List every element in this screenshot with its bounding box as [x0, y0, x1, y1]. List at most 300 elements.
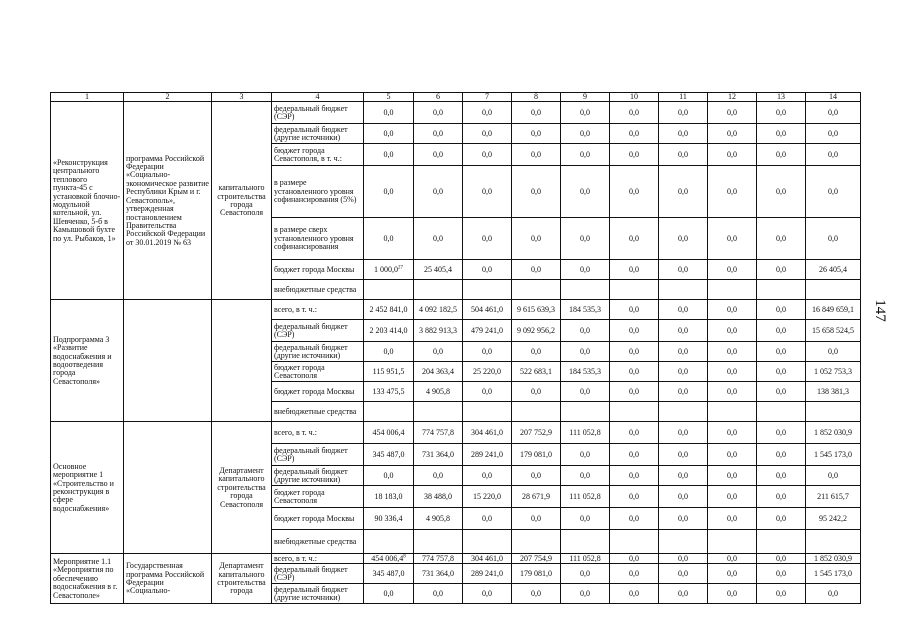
funding-source: внебюджетные средства: [272, 530, 364, 554]
value-text: 0,0: [383, 107, 394, 117]
value-text: 345 487,0: [372, 449, 405, 459]
value-cell: [414, 280, 463, 300]
value-cell: [806, 508, 861, 530]
value-cell: [659, 564, 708, 584]
value-cell: [414, 124, 463, 144]
funding-source: бюджет города Москвы: [272, 260, 364, 280]
value-cell: [463, 530, 512, 554]
value-text: 0,0: [482, 588, 492, 598]
funding-source: всего, в т. ч.:: [272, 554, 364, 564]
value-cell: [757, 166, 806, 218]
value-cell: [414, 382, 463, 402]
value-text: 0,0: [727, 233, 737, 243]
value-cell: [708, 320, 757, 342]
value-cell: [806, 466, 861, 486]
value-text: 90 336,4: [374, 513, 403, 523]
value-text: 111 052,8: [569, 553, 601, 563]
value-cell: [512, 530, 561, 554]
value-text: 289 241,0: [471, 449, 503, 459]
value-cell: [757, 530, 806, 554]
column-number: 9: [561, 93, 610, 102]
value-text: 25 220,0: [473, 366, 501, 376]
value-cell: [610, 444, 659, 466]
value-cell: [561, 320, 610, 342]
value-cell: [463, 486, 512, 508]
value-text: 0,0: [678, 366, 688, 376]
value-text: 0,0: [678, 386, 688, 396]
value-cell: [806, 144, 861, 166]
value-text: 95 242,2: [819, 513, 847, 523]
value-cell: [610, 530, 659, 554]
value-cell: [806, 362, 861, 382]
value-cell: [708, 382, 757, 402]
value-cell: [463, 554, 512, 564]
value-cell: [463, 144, 512, 166]
value-cell: [463, 362, 512, 382]
funding-source: бюджет города Севастополя: [272, 362, 364, 382]
value-cell: [512, 554, 561, 564]
funding-source: бюджет города Севастополя: [272, 486, 364, 508]
column-number: 13: [757, 93, 806, 102]
value-text: 0,0: [727, 128, 737, 138]
value-cell: [364, 342, 414, 362]
value-text: 0,0: [678, 107, 688, 117]
value-text: 0,0: [776, 588, 786, 598]
value-cell: [757, 260, 806, 280]
value-text: 0,0: [629, 107, 639, 117]
value-text: 0,0: [776, 386, 786, 396]
value-text: 0,0: [727, 366, 737, 376]
value-cell: [561, 444, 610, 466]
value-cell: [610, 218, 659, 260]
value-text: 26 405,4: [819, 264, 847, 274]
funding-source: всего, в т. ч.:: [272, 300, 364, 320]
value-text: 304 461,0: [471, 427, 503, 437]
value-cell: [561, 402, 610, 422]
value-cell: [414, 300, 463, 320]
value-text: 2 203 414,0: [369, 325, 408, 335]
value-cell: [512, 486, 561, 508]
value-text: 0,0: [727, 107, 737, 117]
value-text: 0,0: [580, 470, 590, 480]
value-text: 0,0: [629, 186, 639, 196]
value-cell: [659, 422, 708, 444]
value-text: 0,0: [629, 449, 639, 459]
value-cell: [708, 554, 757, 564]
value-cell: [561, 486, 610, 508]
value-cell: [364, 584, 414, 604]
value-text: 0,0: [482, 149, 492, 159]
value-text: 0,0: [580, 513, 590, 523]
value-text: 0,0: [828, 186, 838, 196]
value-cell: [512, 382, 561, 402]
value-text: 0,0: [482, 513, 492, 523]
column-number: 3: [212, 93, 272, 102]
value-text: 1 852 030,9: [814, 553, 852, 563]
value-cell: [806, 300, 861, 320]
value-cell: [364, 564, 414, 584]
value-cell: [708, 144, 757, 166]
funding-source: в размере сверх установленного уровня софинансирования: [272, 218, 364, 260]
value-text: 0,0: [678, 427, 688, 437]
value-cell: [708, 530, 757, 554]
program-name: программа Российской Федерации «Социально-экономическое развитие Республики Крым и г. Севастополь», утвержденная постановлением Правительства Российской Федерации от 30.01.2019 № 63: [124, 102, 212, 300]
value-text: 0,0: [727, 568, 737, 578]
value-cell: [806, 564, 861, 584]
value-text: 0,0: [383, 128, 394, 138]
value-text: 0,0: [531, 128, 541, 138]
value-cell: [414, 584, 463, 604]
value-cell: [610, 362, 659, 382]
value-cell: [512, 124, 561, 144]
value-text: 0,0: [727, 346, 737, 356]
value-cell: [757, 584, 806, 604]
value-cell: [364, 144, 414, 166]
value-text: 0,0: [580, 568, 590, 578]
value-text: 184 535,3: [569, 366, 601, 376]
value-text: 207 754,9: [520, 553, 552, 563]
value-text: 0,0: [482, 186, 492, 196]
value-cell: [414, 102, 463, 124]
value-cell: [561, 124, 610, 144]
value-text: 0,0: [727, 470, 737, 480]
value-text: 15 220,0: [473, 491, 501, 501]
program-name: [124, 422, 212, 554]
value-cell: [561, 260, 610, 280]
value-cell: [806, 486, 861, 508]
column-number: 7: [463, 93, 512, 102]
value-cell: [463, 166, 512, 218]
value-text: 0,0: [629, 325, 639, 335]
value-cell: [757, 422, 806, 444]
value-text: 0,0: [828, 470, 838, 480]
funding-source: в размере установленного уровня софинансирования (5%): [272, 166, 364, 218]
value-text: 0,0: [433, 346, 443, 356]
value-text: 0,0: [629, 128, 639, 138]
value-text: 0,0: [678, 470, 688, 480]
value-text: 133 475,5: [372, 386, 405, 396]
value-cell: [364, 466, 414, 486]
value-cell: [610, 382, 659, 402]
value-cell: [659, 402, 708, 422]
value-text: 0,0: [678, 264, 688, 274]
value-text: 0,0: [629, 233, 639, 243]
value-cell: [806, 102, 861, 124]
value-text: 111 052,8: [569, 427, 601, 437]
value-text: 179 081,0: [520, 449, 552, 459]
value-text: 0,0: [629, 513, 639, 523]
value-cell: [659, 382, 708, 402]
value-cell: [414, 362, 463, 382]
value-cell: [610, 342, 659, 362]
value-text: 0,0: [629, 553, 639, 563]
value-cell: [561, 102, 610, 124]
value-cell: [806, 260, 861, 280]
program-name: [124, 300, 212, 422]
value-text: 0,0: [678, 325, 688, 335]
value-cell: [364, 300, 414, 320]
value-cell: [561, 218, 610, 260]
value-text: 0,0: [531, 149, 541, 159]
value-text: 25 405,4: [424, 264, 452, 274]
value-text: 289 241,0: [471, 568, 503, 578]
value-cell: [757, 444, 806, 466]
value-text: 0,0: [727, 588, 737, 598]
value-cell: [512, 218, 561, 260]
value-text: 522 683,1: [520, 366, 552, 376]
column-number: 6: [414, 93, 463, 102]
value-cell: [659, 554, 708, 564]
value-text: 0,0: [383, 470, 394, 480]
value-cell: [512, 320, 561, 342]
value-cell: [610, 564, 659, 584]
value-text: 4 905,8: [426, 386, 450, 396]
value-text: 0,0: [828, 588, 838, 598]
value-text: 0,0: [433, 107, 443, 117]
value-cell: [463, 280, 512, 300]
value-cell: [757, 280, 806, 300]
value-text: 0,0: [531, 513, 541, 523]
value-text: 731 364,0: [422, 568, 454, 578]
value-cell: [610, 280, 659, 300]
value-cell: [757, 218, 806, 260]
executor-name: капитального строительства города Севастополя: [212, 102, 272, 300]
value-cell: [463, 564, 512, 584]
value-text: 1 000,0: [374, 264, 398, 274]
value-text: 0,0: [433, 149, 443, 159]
value-text: 0,0: [828, 128, 838, 138]
value-text: 0,0: [580, 149, 590, 159]
value-text: 0,0: [776, 149, 786, 159]
value-text: 179 081,0: [520, 568, 552, 578]
value-cell: [512, 508, 561, 530]
value-cell: [806, 218, 861, 260]
value-cell: [463, 300, 512, 320]
value-cell: [708, 300, 757, 320]
value-cell: [659, 466, 708, 486]
value-cell: [708, 260, 757, 280]
funding-source: федеральный бюджет (СЭР): [272, 320, 364, 342]
value-text: 0,0: [580, 264, 590, 274]
value-cell: [757, 342, 806, 362]
value-text: 479 241,0: [471, 325, 503, 335]
value-text: 0,0: [678, 128, 688, 138]
value-text: 0,0: [678, 568, 688, 578]
value-text: 0,0: [678, 186, 688, 196]
value-cell: [757, 554, 806, 564]
program-name: Государственная программа Российской Федерации «Социально-: [124, 554, 212, 604]
value-cell: [463, 466, 512, 486]
value-cell: [806, 382, 861, 402]
value-cell: [708, 422, 757, 444]
value-text: 0,0: [580, 186, 590, 196]
value-cell: [512, 444, 561, 466]
column-number: 14: [806, 93, 861, 102]
value-cell: [806, 320, 861, 342]
value-cell: [463, 402, 512, 422]
executor-name: Департамент капитального строительства города: [212, 554, 272, 604]
value-text: 0,0: [580, 325, 590, 335]
value-cell: [610, 102, 659, 124]
value-text: 15 658 524,5: [812, 325, 854, 335]
value-cell: [659, 444, 708, 466]
value-text: 0,0: [828, 107, 838, 117]
value-text: 0,0: [482, 346, 492, 356]
value-cell: [806, 124, 861, 144]
value-cell: [806, 444, 861, 466]
value-text: 0,0: [531, 588, 541, 598]
value-cell: [364, 382, 414, 402]
value-cell: [512, 362, 561, 382]
value-cell: [708, 124, 757, 144]
value-text: 0,0: [433, 470, 443, 480]
table-row: [51, 102, 861, 124]
value-cell: [561, 564, 610, 584]
value-cell: [364, 166, 414, 218]
value-cell: [463, 382, 512, 402]
value-cell: [561, 422, 610, 444]
value-text: 0,0: [678, 588, 688, 598]
value-cell: [561, 342, 610, 362]
value-text: 0,0: [629, 568, 639, 578]
measure-name: Основное мероприятие 1 «Строительство и реконструкция в сфере водоснабжения»: [51, 422, 124, 554]
value-cell: [561, 144, 610, 166]
value-cell: [757, 300, 806, 320]
value-cell: [610, 320, 659, 342]
value-text: 3 882 913,3: [419, 325, 457, 335]
value-text: 204 363,4: [422, 366, 454, 376]
value-cell: [806, 280, 861, 300]
value-text: 0,0: [678, 449, 688, 459]
value-text: 0,0: [678, 149, 688, 159]
value-text: 0,0: [433, 233, 443, 243]
value-text: 0,0: [531, 233, 541, 243]
value-cell: [757, 124, 806, 144]
value-cell: [610, 402, 659, 422]
value-text: 0,0: [776, 427, 786, 437]
value-cell: [757, 402, 806, 422]
value-cell: [364, 280, 414, 300]
value-cell: [414, 320, 463, 342]
value-text: 454 006,4: [371, 553, 404, 563]
value-cell: [364, 260, 414, 280]
value-text: 0,0: [828, 346, 838, 356]
value-text: 0,0: [383, 149, 394, 159]
value-text: 16 849 659,1: [812, 304, 854, 314]
value-text: 0,0: [629, 149, 639, 159]
value-cell: [364, 402, 414, 422]
value-cell: [561, 584, 610, 604]
header-row: [51, 93, 861, 102]
value-cell: [414, 508, 463, 530]
value-text: 0,0: [776, 470, 786, 480]
value-cell: [708, 402, 757, 422]
table-row: [51, 300, 861, 320]
value-cell: [512, 260, 561, 280]
value-cell: [414, 144, 463, 166]
value-cell: [561, 300, 610, 320]
value-cell: [610, 466, 659, 486]
value-text: 0,0: [531, 386, 541, 396]
value-cell: [659, 124, 708, 144]
value-text: 0,0: [580, 128, 590, 138]
value-cell: [364, 320, 414, 342]
value-cell: [659, 584, 708, 604]
value-text: 0,0: [678, 491, 688, 501]
value-text: 0,0: [433, 128, 443, 138]
value-cell: [463, 422, 512, 444]
value-text: 731 364,0: [422, 449, 454, 459]
value-text: 0,0: [776, 107, 786, 117]
value-text: 1 852 030,9: [814, 427, 852, 437]
funding-source: федеральный бюджет (другие источники): [272, 466, 364, 486]
value-text: 0,0: [482, 386, 492, 396]
value-cell: [414, 444, 463, 466]
value-text: 0,0: [776, 264, 786, 274]
funding-source: федеральный бюджет (другие источники): [272, 124, 364, 144]
executor-name: Департамент капитального строительства города Севастополя: [212, 422, 272, 554]
value-text: 0,0: [678, 513, 688, 523]
value-cell: [561, 166, 610, 218]
value-text: 0,0: [629, 491, 639, 501]
value-cell: [708, 508, 757, 530]
value-text: 0,0: [629, 588, 639, 598]
funding-source: федеральный бюджет (СЭР): [272, 564, 364, 584]
value-cell: [512, 280, 561, 300]
value-cell: [561, 466, 610, 486]
column-number: 12: [708, 93, 757, 102]
value-cell: [659, 218, 708, 260]
value-cell: [659, 508, 708, 530]
value-text: 38 488,0: [424, 491, 452, 501]
value-cell: [806, 342, 861, 362]
funding-source: федеральный бюджет (СЭР): [272, 102, 364, 124]
value-cell: [806, 402, 861, 422]
value-cell: [659, 166, 708, 218]
value-text: 0,0: [776, 491, 786, 501]
value-text: 0,0: [482, 128, 492, 138]
column-number: 2: [124, 93, 212, 102]
value-cell: [806, 422, 861, 444]
value-text: 0,0: [383, 346, 394, 356]
value-text: 0,0: [776, 128, 786, 138]
value-text: 0,0: [678, 553, 688, 563]
value-text: 0,0: [828, 149, 838, 159]
value-text: 0,0: [727, 264, 737, 274]
value-text: 0,0: [727, 449, 737, 459]
value-cell: [659, 144, 708, 166]
value-cell: [364, 422, 414, 444]
column-number: 8: [512, 93, 561, 102]
value-text: 4 905,8: [426, 513, 450, 523]
value-cell: [757, 320, 806, 342]
value-text: 0,0: [531, 264, 541, 274]
value-cell: [414, 260, 463, 280]
value-cell: [414, 402, 463, 422]
value-text: 0,0: [776, 366, 786, 376]
value-cell: [414, 554, 463, 564]
value-text: 0,0: [727, 491, 737, 501]
executor-name: [212, 300, 272, 422]
value-text: 0,0: [776, 304, 786, 314]
value-cell: [364, 486, 414, 508]
value-text: 0,0: [383, 233, 394, 243]
value-text: 0,0: [433, 186, 443, 196]
value-text: 211 615,7: [817, 491, 849, 501]
value-text: 0,0: [776, 449, 786, 459]
value-text: 111 052,8: [569, 491, 601, 501]
footnote-mark: 27: [398, 265, 403, 271]
